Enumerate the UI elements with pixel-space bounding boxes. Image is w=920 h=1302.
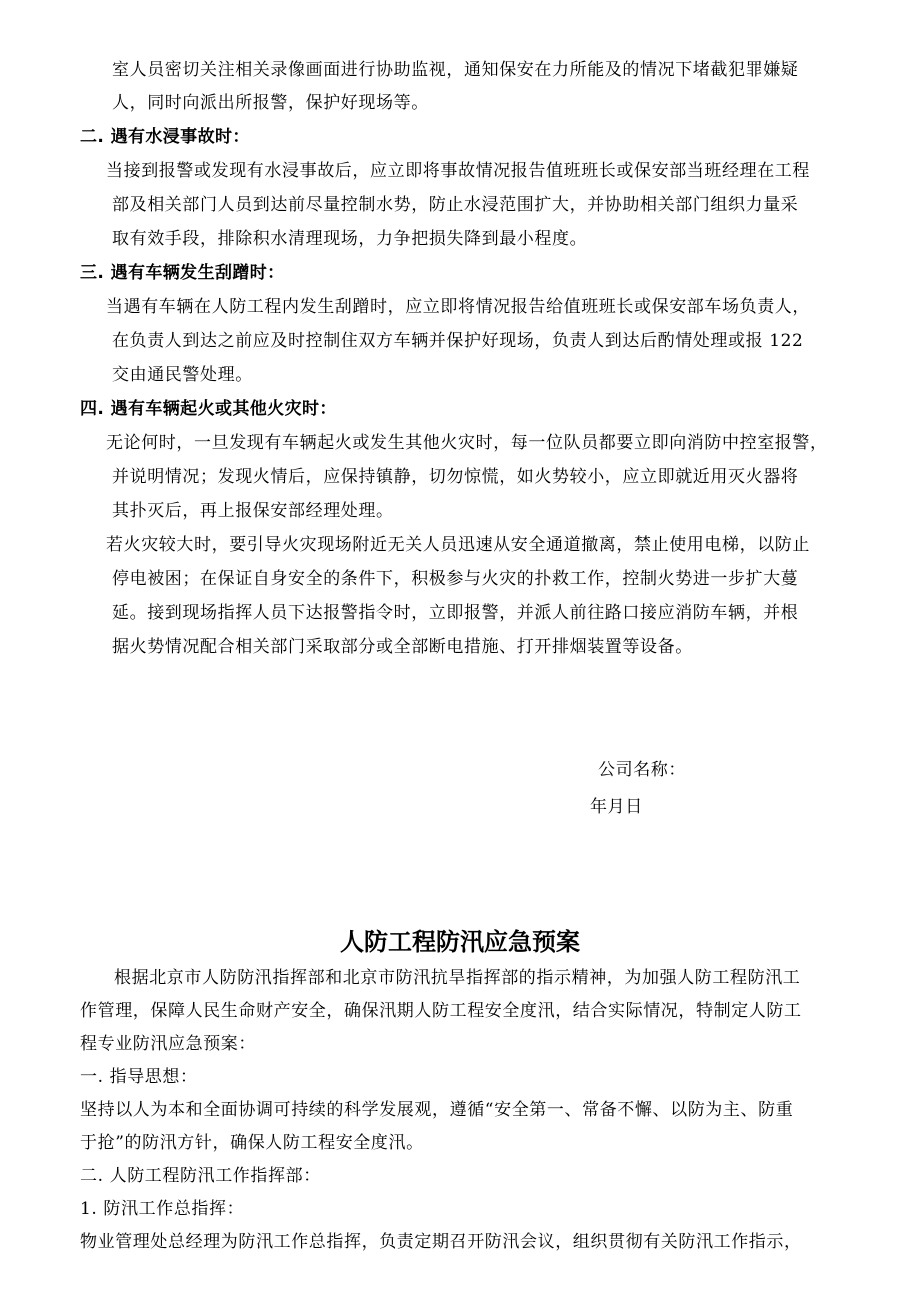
paragraph-line: 其扑灭后，再上报保安部经理处理。 — [112, 501, 394, 521]
paragraph-line: 据火势情况配合相关部门采取部分或全部断电措施、打开排烟装置等设备。 — [112, 637, 693, 657]
paragraph-line: 坚持以人为本和全面协调可持续的科学发展观，遵循“安全第一、常备不懈、以防为主、防重 — [80, 1100, 794, 1120]
paragraph-line: 室人员密切关注相关录像画面进行协助监视，通知保安在力所能及的情况下堵截犯罪嫌疑 — [112, 60, 799, 80]
paragraph-line: 交由通民警处理。 — [112, 365, 253, 385]
paragraph-line: 程专业防汛应急预案： — [80, 1034, 256, 1054]
paragraph-line: 取有效手段，排除积水清理现场，力争把损失降到最小程度。 — [112, 229, 588, 249]
paragraph-line: 部及相关部门人员到达前尽量控制水势，防止水浸范围扩大，并协助相关部门组织力量采 — [112, 195, 799, 215]
subsection-heading-commander: 1. 防汛工作总指挥： — [80, 1199, 245, 1219]
section-heading-guiding-thought: 一. 指导思想： — [80, 1067, 198, 1087]
paragraph-line: 于抢”的防汛方针，确保人防工程安全度汛。 — [80, 1133, 424, 1153]
section-heading-water: 二. 遇有水浸事故时： — [80, 127, 250, 147]
paragraph-line: 当遇有车辆在人防工程内发生刮蹭时，应立即将情况报告给值班班长或保安部车场负责人， — [106, 297, 810, 317]
paragraph-line: 并说明情况；发现火情后，应保持镇静，切勿惊慌，如火势较小，应立即就近用灭火器将 — [112, 467, 799, 487]
paragraph-line: 在负责人到达之前应及时控制住双方车辆并保护好现场，负责人到达后酌情处理或报 122 — [112, 331, 804, 351]
paragraph-line: 无论何时，一旦发现有车辆起火或发生其他火灾时，每一位队员都要立即向消防中控室报警， — [106, 433, 828, 453]
paragraph-line: 人，同时向派出所报警，保护好现场等。 — [112, 93, 429, 113]
paragraph-line: 若火灾较大时，要引导火灾现场附近无关人员迅速从安全通道撤离，禁止使用电梯，以防止 — [106, 535, 810, 555]
section-heading-vehicle-scrape: 三. 遇有车辆发生刮蹭时： — [80, 263, 285, 283]
document-title: 人防工程防汛应急预案 — [340, 928, 580, 956]
paragraph-line: 延。接到现场指挥人员下达报警指令时，立即报警，并派人前往路口接应消防车辆，并根 — [112, 603, 799, 623]
section-heading-command: 二. 人防工程防汛工作指挥部： — [80, 1166, 321, 1186]
company-name-label: 公司名称： — [598, 760, 686, 780]
section-heading-fire: 四. 遇有车辆起火或其他火灾时： — [80, 399, 337, 419]
paragraph-line: 作管理，保障人民生命财产安全，确保汛期人防工程安全度汛，结合实际情况，特制定人防工 — [80, 1001, 802, 1021]
paragraph-line: 当接到报警或发现有水浸事故后，应立即将事故情况报告值班班长或保安部当班经理在工程 — [106, 161, 810, 181]
date-label: 年月日 — [590, 797, 643, 817]
paragraph-line: 停电被困；在保证自身安全的条件下，积极参与火灾的扑救工作，控制火势进一步扩大蔓 — [112, 569, 799, 589]
paragraph-line: 根据北京市人防防汛指挥部和北京市防汛抗旱指挥部的指示精神，为加强人防工程防汛工 — [114, 968, 801, 988]
paragraph-line: 物业管理处总经理为防汛工作总指挥，负责定期召开防汛会议，组织贯彻有关防汛工作指示， — [80, 1232, 802, 1252]
